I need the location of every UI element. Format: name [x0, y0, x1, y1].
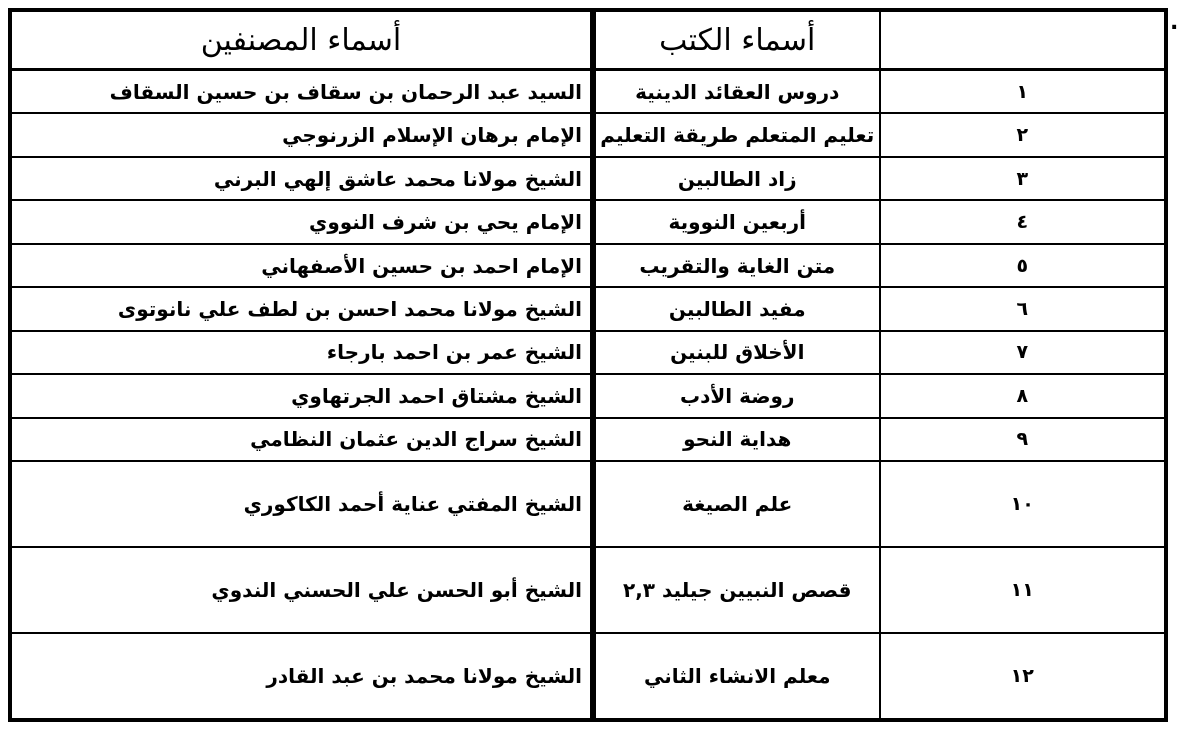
- book-cell: تعليم المتعلم طريقة التعليم: [593, 113, 880, 156]
- row-number-cell: [880, 331, 1167, 374]
- table-row: [10, 374, 1166, 417]
- table-row: [10, 70, 1166, 114]
- author-cell: الإمام برهان الإسلام الزرنوجي: [10, 113, 593, 156]
- table-row: [10, 287, 1166, 330]
- row-number-cell: [880, 547, 1167, 633]
- row-number: ٤: [1016, 211, 1029, 234]
- book-cell: زاد الطالبين: [593, 157, 880, 200]
- author-cell: الشيخ مشتاق احمد الجرتهاوي: [10, 374, 593, 417]
- table-row: [10, 633, 1166, 720]
- row-number-cell: [880, 418, 1167, 461]
- row-number: ١١: [1010, 578, 1034, 601]
- table-row: [10, 113, 1166, 156]
- book-cell: متن الغاية والتقريب: [593, 244, 880, 287]
- author-cell: السيد عبد الرحمان بن سقاف بن حسين السقاف: [10, 70, 593, 114]
- row-number: ٦: [1016, 298, 1029, 320]
- table-row: [10, 157, 1166, 200]
- author-cell: الإمام احمد بن حسين الأصفهاني: [10, 244, 593, 287]
- row-number: ١: [1016, 80, 1029, 103]
- row-number: ١٢: [1010, 664, 1034, 687]
- table-row: [10, 461, 1166, 547]
- author-cell: الشيخ مولانا محمد احسن بن لطف علي نانوتوى: [10, 287, 593, 330]
- corner-mark: .: [1170, 10, 1179, 35]
- author-cell: الشيخ مولانا محمد بن عبد القادر: [10, 633, 593, 720]
- book-cell: روضة الأدب: [593, 374, 880, 417]
- row-number: ٢: [1016, 124, 1029, 147]
- author-cell: الشيخ عمر بن احمد بارجاء: [10, 331, 593, 374]
- row-number-cell: [880, 113, 1167, 156]
- table-row: [10, 331, 1166, 374]
- header-number: [880, 10, 1167, 70]
- book-cell: معلم الانشاء الثاني: [593, 633, 880, 720]
- book-cell: قصص النبيين جيليد ٢,٣: [593, 547, 880, 633]
- book-cell: مفيد الطالبين: [593, 287, 880, 330]
- header-books: أسماء الكتب: [593, 10, 880, 70]
- table-row: [10, 244, 1166, 287]
- table-row: [10, 547, 1166, 633]
- author-cell: الشيخ مولانا محمد عاشق إلهي البرني: [10, 157, 593, 200]
- row-number: ٨: [1016, 384, 1029, 407]
- book-cell: علم الصيغة: [593, 461, 880, 547]
- row-number-cell: [880, 461, 1167, 547]
- row-number-cell: [880, 157, 1167, 200]
- book-cell: الأخلاق للبنين: [593, 331, 880, 374]
- row-number-cell: [880, 287, 1167, 330]
- book-cell: أربعين النووية: [593, 200, 880, 243]
- author-cell: الشيخ أبو الحسن علي الحسني الندوي: [10, 547, 593, 633]
- header-row: [10, 10, 1166, 70]
- book-cell: هداية النحو: [593, 418, 880, 461]
- header-authors: أسماء المصنفين: [10, 10, 593, 70]
- row-number-cell: [880, 70, 1167, 114]
- row-number: ٧: [1016, 341, 1029, 364]
- author-cell: الإمام يحي بن شرف النووي: [10, 200, 593, 243]
- table-row: [10, 200, 1166, 243]
- table-row: [10, 418, 1166, 461]
- row-number: ٩: [1016, 428, 1029, 451]
- author-cell: الشيخ سراج الدين عثمان النظامي: [10, 418, 593, 461]
- row-number: ٥: [1016, 254, 1029, 277]
- row-number: ١٠: [1010, 493, 1034, 516]
- row-number-cell: [880, 244, 1167, 287]
- row-number-cell: [880, 200, 1167, 243]
- row-number-cell: [880, 374, 1167, 417]
- books-table: [8, 8, 1168, 722]
- book-cell: دروس العقائد الدينية: [593, 70, 880, 114]
- row-number: ٣: [1016, 167, 1029, 190]
- author-cell: الشيخ المفتي عناية أحمد الكاكوري: [10, 461, 593, 547]
- row-number-cell: [880, 633, 1167, 720]
